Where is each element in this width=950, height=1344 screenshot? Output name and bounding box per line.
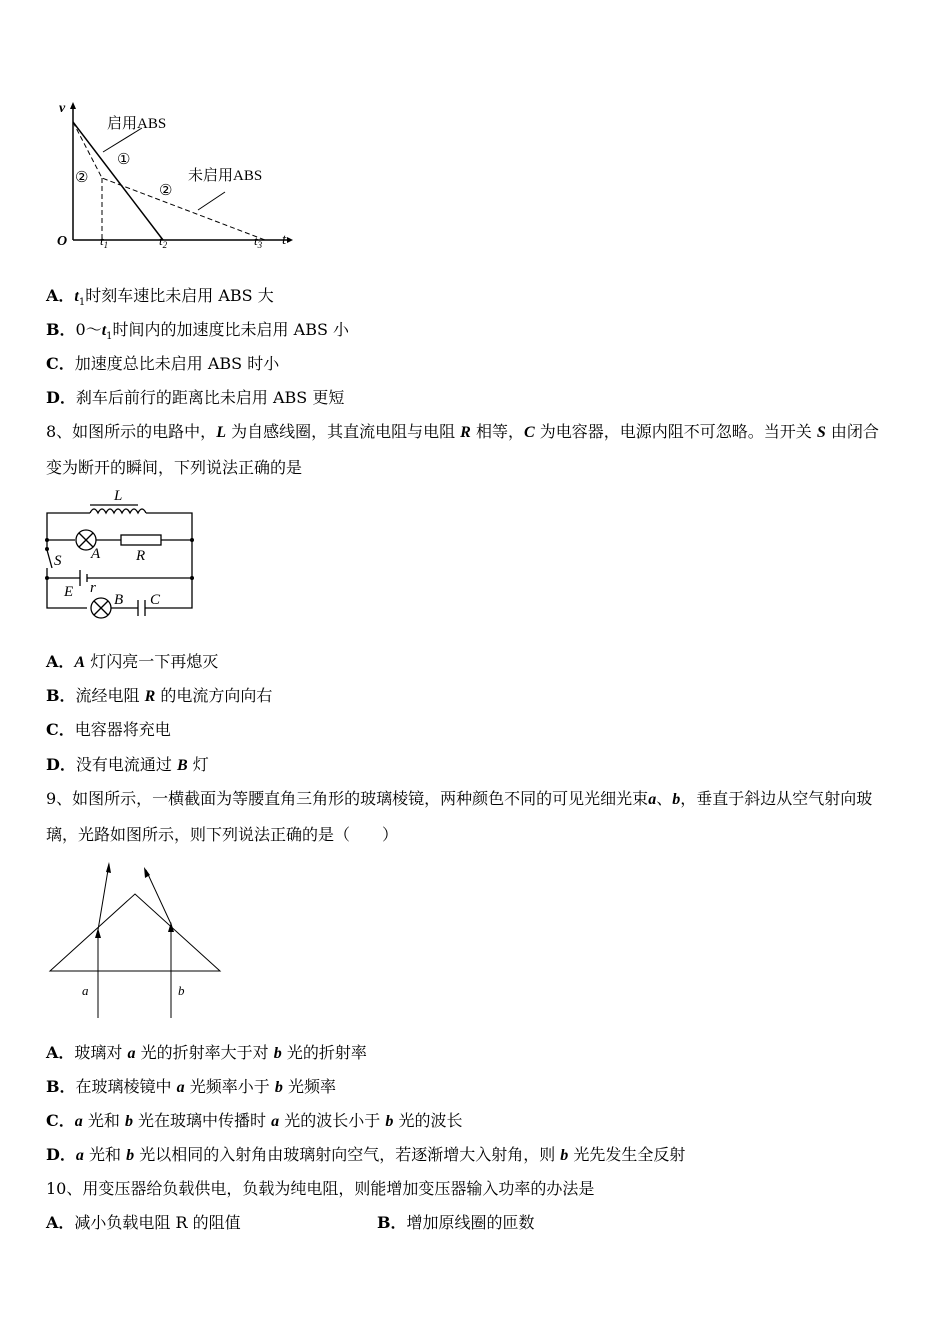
q10-option-b[interactable]: B．增加原线圈的匝数 [377, 1213, 535, 1232]
q8-stem-2: 变为断开的瞬间，下列说法正确的是 [46, 458, 303, 477]
q9-stem: 9、如图所示，一横截面为等腰直角三角形的玻璃棱镜，两种颜色不同的可见光细光束a、b，垂直于斜边从空气射向玻 [46, 789, 873, 808]
abs-vt-graph [55, 100, 295, 250]
svg-text:t2: $t_2$ [159, 233, 168, 250]
svg-text:B: B [114, 592, 124, 608]
svg-text:R: R [136, 548, 146, 564]
q9-option-a[interactable]: A．玻璃对 a 光的折射率大于对 b 光的折射率 [46, 1043, 367, 1062]
q10-stem: 10、用变压器给负载供电，负载为纯电阻，则能增加变压器输入功率的办法是 [46, 1179, 595, 1198]
svg-text:L: L [114, 488, 123, 504]
circuit-diagram [40, 480, 200, 620]
q9-option-c[interactable]: C．a 光和 b 光在玻璃中传播时 a 光的波长小于 b 光的波长 [46, 1111, 463, 1130]
svg-text:E: E [64, 584, 74, 600]
q7-option-c[interactable]: C．加速度总比未启用 ABS 时小 [46, 354, 280, 373]
svg-text:t: t [282, 232, 287, 248]
q8-option-b[interactable]: B．流经电阻 R 的电流方向向右 [46, 686, 273, 705]
svg-text:r: r [90, 580, 96, 596]
svg-text:A: A [91, 546, 101, 562]
svg-text:a: a [82, 983, 89, 998]
svg-text:C: C [150, 592, 161, 608]
q8-stem: 8、如图所示的电路中，L 为自感线圈，其直流电阻与电阻 R 相等，C 为电容器，电源内阻不可忽略。当开关 S 由闭合 [46, 422, 879, 441]
svg-text:②: ② [159, 183, 173, 199]
axis-v: v [59, 101, 66, 116]
svg-text:①: ① [117, 152, 131, 168]
q9-option-b[interactable]: B．在玻璃棱镜中 a 光频率小于 b 光频率 [46, 1077, 336, 1096]
q8-option-d[interactable]: D．没有电流通过 B 灯 [46, 755, 209, 774]
q9-option-d[interactable]: D．a 光和 b 光以相同的入射角由玻璃射向空气，若逐渐增大入射角，则 b 光先发生全反射 [46, 1145, 686, 1164]
svg-text:t3: $t_3$ [254, 233, 263, 250]
svg-text:t1: $t_1$ [100, 233, 109, 250]
svg-text:b: b [178, 983, 185, 998]
q8-option-c[interactable]: C．电容器将充电 [46, 720, 171, 739]
q7-option-b[interactable]: B．$0\sim t_1$时间内的加速度比未启用 ABS 小 [46, 320, 349, 343]
q7-option-a[interactable]: A．$t_1$时刻车速比未启用 ABS 大 [46, 286, 274, 309]
svg-text:S: S [54, 553, 62, 569]
prism-diagram [48, 858, 228, 1023]
q8-option-a[interactable]: A．A 灯闪亮一下再熄灭 [46, 652, 219, 671]
origin: O [57, 234, 68, 249]
label-abs-on: 启用ABS [107, 116, 167, 132]
svg-text:②: ② [75, 170, 89, 186]
label-abs-off: 未启用ABS [188, 168, 263, 184]
q9-stem-2: 璃，光路如图所示，则下列说法正确的是（ ） [46, 825, 399, 844]
q7-option-d[interactable]: D．刹车后前行的距离比未启用 ABS 更短 [46, 388, 345, 407]
q10-option-a[interactable]: A．减小负载电阻 R 的阻值 [46, 1213, 241, 1232]
